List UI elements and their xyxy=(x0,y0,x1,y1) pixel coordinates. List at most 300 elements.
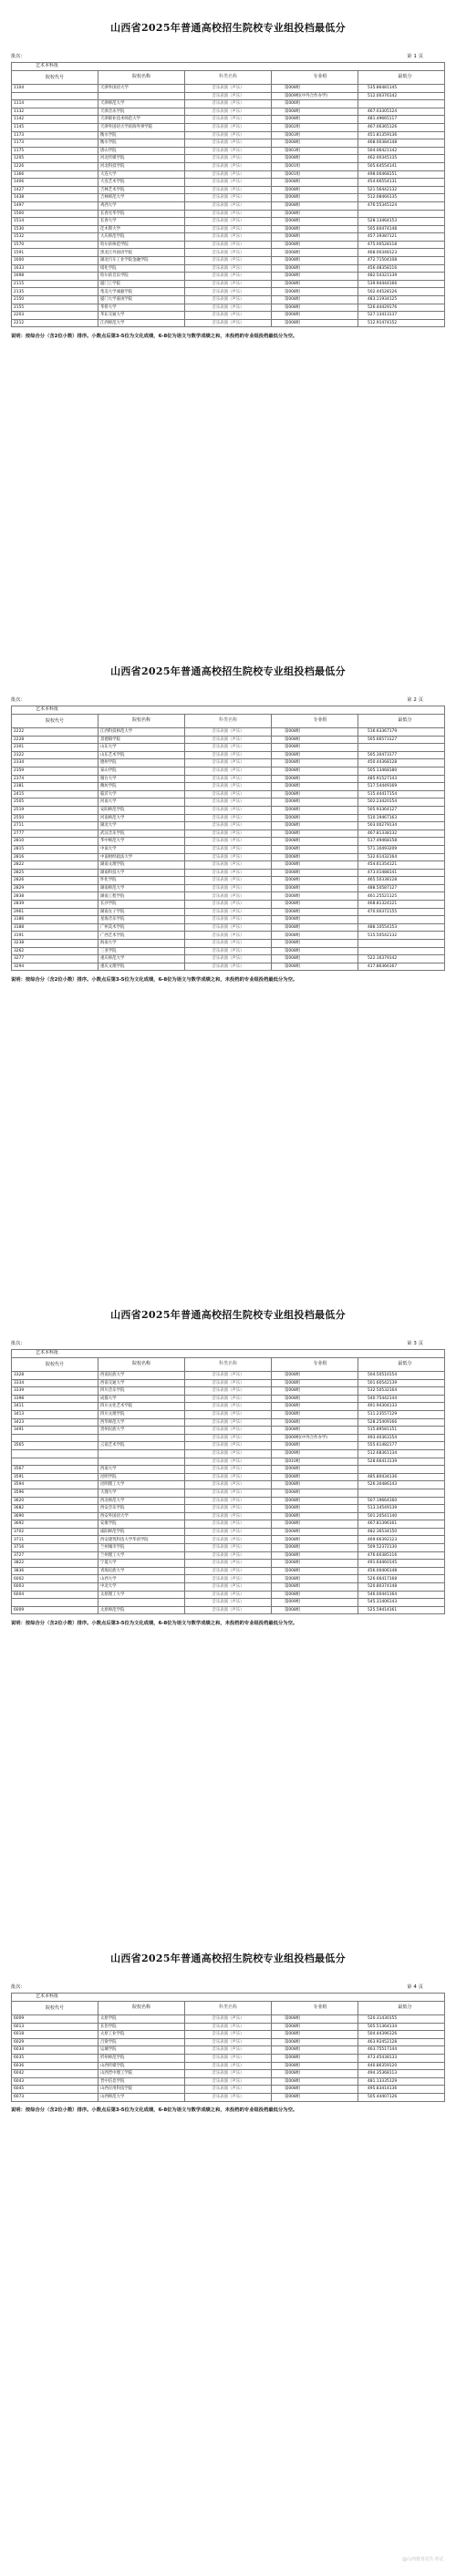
school-name: 广州美术学院 xyxy=(98,923,185,932)
score-table xyxy=(11,1993,445,2102)
subject-name: 音乐表演（声乐） xyxy=(185,241,272,249)
min-score: 525.59414161 xyxy=(358,1606,445,1614)
subject-name: 音乐表演（声乐） xyxy=(185,288,272,296)
table-row xyxy=(12,155,445,163)
school-code: 3294 xyxy=(12,963,98,971)
school-name: 山东大学 xyxy=(98,744,185,752)
subject-name: 音乐表演（声乐） xyxy=(185,822,272,830)
batch-label: 批次： xyxy=(11,1984,26,1990)
major-group: 第002组 xyxy=(272,123,358,131)
subject-name: 音乐表演（声乐） xyxy=(185,853,272,861)
school-name: 天津外国语大学 xyxy=(98,85,185,93)
major-group: 第008组 xyxy=(272,916,358,924)
min-score: 485.91527143 xyxy=(358,775,445,783)
school-name: 海南大学 xyxy=(98,940,185,948)
major-group: 第008组 xyxy=(272,194,358,202)
table-row xyxy=(12,296,445,304)
school-code: 6036 xyxy=(12,2062,98,2070)
min-score: 456.00406148 xyxy=(358,1567,445,1575)
footnote: 说明：按综合分（含2位小数）排序。小数点后第3-5位为文化成绩，6-8位为语文与数学成绩之和，未投档的专业组投档最低分为空。 xyxy=(11,2107,298,2113)
school-code: 2228 xyxy=(12,736,98,744)
major-group: 第003组 xyxy=(272,147,358,155)
school-code: 2815 xyxy=(12,845,98,853)
school-code: 2816 xyxy=(12,853,98,861)
major-group: 第008组 xyxy=(272,2070,358,2078)
subject-name: 音乐表演（声乐） xyxy=(185,170,272,179)
table-row xyxy=(12,131,445,139)
school-name: 中北大学 xyxy=(98,1583,185,1592)
min-score: 451.81359136 xyxy=(358,131,445,139)
school-name: 长春大学 xyxy=(98,218,185,226)
subject-name: 音乐表演（声乐） xyxy=(185,1528,272,1536)
school-name: 西华师范大学 xyxy=(98,1418,185,1427)
table-row xyxy=(12,2086,445,2094)
min-score: 485.80434136 xyxy=(358,1473,445,1481)
major-group: 第008组 xyxy=(272,783,358,791)
page-prefix: 第 xyxy=(407,54,412,59)
subject-name: 音乐表演（声乐） xyxy=(185,194,272,202)
subject-name: 音乐表演（声乐） xyxy=(185,736,272,744)
school-name: 贵州民族大学 xyxy=(98,1427,185,1435)
major-group: 第009组(中外合作办学) xyxy=(272,1434,358,1442)
table-row xyxy=(12,1434,445,1442)
school-code: 3594 xyxy=(12,1481,98,1489)
major-group: 第008组 xyxy=(272,201,358,210)
column-header: 院校名称 xyxy=(98,1358,185,1372)
subject-name: 音乐表演（声乐） xyxy=(185,838,272,846)
table-row xyxy=(12,1575,445,1583)
table-row xyxy=(12,1599,445,1607)
school-name: 太原学院 xyxy=(98,2015,185,2024)
table-row xyxy=(12,280,445,288)
subject-name: 音乐表演（声乐） xyxy=(185,1505,272,1513)
table-row xyxy=(12,838,445,846)
subject-name: 音乐表演（声乐） xyxy=(185,1473,272,1481)
subject-name: 音乐表演（声乐） xyxy=(185,751,272,759)
major-group: 第008组 xyxy=(272,2054,358,2062)
table-row xyxy=(12,1481,445,1489)
table-row xyxy=(12,829,445,838)
table-row xyxy=(12,884,445,892)
page-no: 1 xyxy=(413,54,417,59)
table-row xyxy=(12,1387,445,1396)
subject-name: 音乐表演（声乐） xyxy=(185,123,272,131)
min-score: 473.45438133 xyxy=(358,2054,445,2062)
min-score: 482.54321139 xyxy=(358,273,445,281)
school-code: 1132 xyxy=(12,108,98,116)
school-name: 天津音乐学院 xyxy=(98,108,185,116)
table-row xyxy=(12,822,445,830)
table-row xyxy=(12,806,445,814)
major-group: 第009组 xyxy=(272,1449,358,1458)
major-group: 第008组 xyxy=(272,775,358,783)
subject-name: 音乐表演（声乐） xyxy=(185,2077,272,2086)
school-code: 1514 xyxy=(12,218,98,226)
school-name: 哈尔滨音乐学院 xyxy=(98,273,185,281)
min-score: 510.19467163 xyxy=(358,814,445,822)
major-group: 第008组 xyxy=(272,2015,358,2024)
min-score: 505.51364134 xyxy=(358,2023,445,2031)
min-score: 516.63367179 xyxy=(358,728,445,737)
subject-name: 音乐表演（声乐） xyxy=(185,201,272,210)
school-name: 河北传媒学院 xyxy=(98,155,185,163)
score-table xyxy=(11,1349,445,1614)
subject-name: 音乐表演（声乐） xyxy=(185,790,272,799)
page-prefix: 第 xyxy=(407,1984,412,1990)
school-code xyxy=(12,92,98,100)
subject-name: 音乐表演（声乐） xyxy=(185,799,272,807)
batch-label: 批次： xyxy=(11,1341,26,1346)
major-group: 第008组 xyxy=(272,2031,358,2039)
subject-name: 音乐表演（声乐） xyxy=(185,2015,272,2024)
major-group: 第008组 xyxy=(272,2086,358,2094)
school-code: 2155 xyxy=(12,304,98,312)
school-name: 临沂大学 xyxy=(98,790,185,799)
major-group: 第009组 xyxy=(272,1599,358,1607)
column-header: 院校名称 xyxy=(98,2002,185,2015)
min-score: 491.94304133 xyxy=(358,1403,445,1411)
school-code: 6034 xyxy=(12,2046,98,2055)
table-row xyxy=(12,288,445,296)
major-group: 第008组 xyxy=(272,1403,358,1411)
subject-name: 音乐表演（声乐） xyxy=(185,759,272,768)
subject-name: 音乐表演（声乐） xyxy=(185,319,272,327)
column-header: 院校名称 xyxy=(98,715,185,728)
subject-name: 音乐表演（声乐） xyxy=(185,829,272,838)
table-row xyxy=(12,116,445,124)
subject-name: 音乐表演（声乐） xyxy=(185,85,272,93)
subject-name: 音乐表演（声乐） xyxy=(185,1575,272,1583)
major-group: 第008组 xyxy=(272,1551,358,1560)
major-group: 第008组 xyxy=(272,736,358,744)
school-code: 3716 xyxy=(12,1544,98,1552)
table-row xyxy=(12,1536,445,1544)
major-group: 第008组 xyxy=(272,179,358,187)
table-row xyxy=(12,2031,445,2039)
school-name: 重庆师范大学 xyxy=(98,955,185,963)
major-group: 第008组 xyxy=(272,1410,358,1418)
column-header: 科类名称 xyxy=(185,1358,272,1372)
school-name: 天津师范大学 xyxy=(98,100,185,108)
school-code: 1366 xyxy=(12,170,98,179)
school-code: 6009 xyxy=(12,2015,98,2024)
table-row xyxy=(12,767,445,775)
school-code: 3692 xyxy=(12,1520,98,1529)
min-score: 515.44417154 xyxy=(358,790,445,799)
subject-name: 音乐表演（声乐） xyxy=(185,845,272,853)
school-code: 2961 xyxy=(12,908,98,916)
major-group: 第008组 xyxy=(272,877,358,885)
table-row xyxy=(12,869,445,877)
school-name: 大连艺术学院 xyxy=(98,179,185,187)
school-code: 1570 xyxy=(12,241,98,249)
subject-name: 音乐表演（声乐） xyxy=(185,955,272,963)
school-name: 昆明学院 xyxy=(98,1473,185,1481)
table-row xyxy=(12,799,445,807)
table-row xyxy=(12,1473,445,1481)
school-code: 1427 xyxy=(12,186,98,194)
min-score: 454.61354121 xyxy=(358,861,445,870)
school-name xyxy=(98,1599,185,1607)
table-row xyxy=(12,304,445,312)
min-score: 532.61432164 xyxy=(358,853,445,861)
min-score: 469.66392123 xyxy=(358,1536,445,1544)
school-name: 山西师范大学 xyxy=(98,2093,185,2101)
school-name: 江西科技师范大学 xyxy=(98,728,185,737)
subject-name: 音乐表演（声乐） xyxy=(185,1583,272,1592)
subject-name: 音乐表演（声乐） xyxy=(185,116,272,124)
major-group: 第008组 xyxy=(272,210,358,218)
report-page xyxy=(0,0,456,644)
school-name: 昆明理工大学 xyxy=(98,1481,185,1489)
subject-name: 音乐表演（声乐） xyxy=(185,884,272,892)
major-group: 第008组 xyxy=(272,1560,358,1568)
subject-name: 音乐表演（声乐） xyxy=(185,249,272,257)
major-group: 第008组 xyxy=(272,947,358,955)
school-code: 3591 xyxy=(12,1473,98,1481)
school-name: 湖南文理学院 xyxy=(98,861,185,870)
school-name: 湖南女子学院 xyxy=(98,908,185,916)
major-group: 第006组 xyxy=(272,100,358,108)
school-name: 三亚学院 xyxy=(98,947,185,955)
min-score: 481.49665117 xyxy=(358,116,445,124)
school-code: 1500 xyxy=(12,210,98,218)
subject-name: 音乐表演（声乐） xyxy=(185,225,272,233)
subject-name: 音乐表演（声乐） xyxy=(185,280,272,288)
school-name: 青海民族大学 xyxy=(98,1567,185,1575)
page-suffix: 页 xyxy=(418,1341,423,1346)
score-table xyxy=(11,62,445,327)
school-code: 1175 xyxy=(12,147,98,155)
min-score: 504.50510154 xyxy=(358,1372,445,1380)
min-score: 476.55345124 xyxy=(358,201,445,210)
major-group: 第008组 xyxy=(272,264,358,273)
min-score: 475.00528118 xyxy=(358,241,445,249)
footnote: 说明：按综合分（含2位小数）排序。小数点后第3-5位为文化成绩，6-8位为语文与数学成绩之和，未投档的专业组投档最低分为空。 xyxy=(11,976,298,983)
school-code: 2825 xyxy=(12,869,98,877)
school-code: 3620 xyxy=(12,1497,98,1505)
school-name: 唐山学院 xyxy=(98,147,185,155)
school-code: 2322 xyxy=(12,751,98,759)
table-row xyxy=(12,947,445,955)
subject-name: 音乐表演（声乐） xyxy=(185,1458,272,1466)
school-name: 重庆文理学院 xyxy=(98,963,185,971)
school-name: 太原工业学院 xyxy=(98,2031,185,2039)
school-name: 四川文化艺术学院 xyxy=(98,1403,185,1411)
subject-name: 音乐表演（声乐） xyxy=(185,1551,272,1560)
school-name: 山西传媒学院 xyxy=(98,2062,185,2070)
min-score: 504.06421142 xyxy=(358,147,445,155)
school-name: 湖北大学 xyxy=(98,822,185,830)
major-group: 第008组 xyxy=(272,790,358,799)
school-name: 太原师范学院 xyxy=(98,1606,185,1614)
table-row xyxy=(12,814,445,822)
subject-name: 音乐表演（声乐） xyxy=(185,2093,272,2101)
table-row xyxy=(12,2015,445,2024)
school-code: 6035 xyxy=(12,2054,98,2062)
school-name: 吉林师范大学 xyxy=(98,194,185,202)
school-code: 3191 xyxy=(12,932,98,940)
table-row xyxy=(12,1466,445,1474)
school-name: 厦门工学院 xyxy=(98,280,185,288)
table-row xyxy=(12,170,445,179)
min-score: 454.66554131 xyxy=(358,179,445,187)
table-row xyxy=(12,1427,445,1435)
min-score: 511.23557129 xyxy=(358,1410,445,1418)
school-code: 2777 xyxy=(12,829,98,838)
major-group: 第008组 xyxy=(272,1544,358,1552)
school-code: 1205 xyxy=(12,155,98,163)
major-group: 第008组 xyxy=(272,1512,358,1520)
min-score xyxy=(358,210,445,218)
table-row xyxy=(12,201,445,210)
school-code: 3262 xyxy=(12,947,98,955)
subject-name: 音乐表演（声乐） xyxy=(185,155,272,163)
table-row xyxy=(12,728,445,737)
school-name: 鸡西大学 xyxy=(98,201,185,210)
subject-name: 音乐表演（声乐） xyxy=(185,1403,272,1411)
school-code: 3690 xyxy=(12,1512,98,1520)
min-score: 450.44368128 xyxy=(358,759,445,768)
major-group: 第008组 xyxy=(272,225,358,233)
major-group: 第008组 xyxy=(272,296,358,304)
table-row xyxy=(12,249,445,257)
table-row xyxy=(12,1567,445,1575)
min-score: 498.00468151 xyxy=(358,170,445,179)
school-name: 云南艺术学院 xyxy=(98,1442,185,1450)
table-row xyxy=(12,1520,445,1529)
school-name: 华东交通大学 xyxy=(98,312,185,320)
min-score: 502.23420154 xyxy=(358,799,445,807)
school-code: 2150 xyxy=(12,296,98,304)
min-score: 463.75517144 xyxy=(358,2046,445,2055)
major-group: 第008组 xyxy=(272,116,358,124)
min-score: 528.66413139 xyxy=(358,1458,445,1466)
major-group: 第008组 xyxy=(272,2062,358,2070)
major-group: 第008组 xyxy=(272,312,358,320)
subject-name: 音乐表演（声乐） xyxy=(185,1497,272,1505)
school-name: 佳木斯大学 xyxy=(98,225,185,233)
school-name: 天津职业技术师范大学 xyxy=(98,116,185,124)
school-name: 星海音乐学院 xyxy=(98,916,185,924)
school-name: 成都大学 xyxy=(98,1395,185,1403)
school-code: 3727 xyxy=(12,1551,98,1560)
min-score: 527.13413137 xyxy=(358,312,445,320)
table-row xyxy=(12,1449,445,1458)
min-score: 468.00384148 xyxy=(358,139,445,148)
school-code: 3711 xyxy=(12,1536,98,1544)
column-header: 院校代号 xyxy=(12,1358,98,1372)
school-code: 2829 xyxy=(12,884,98,892)
min-score: 526.30486143 xyxy=(358,1481,445,1489)
major-group: 第008组 xyxy=(272,288,358,296)
footnote: 说明：按综合分（含2位小数）排序。小数点后第3-5位为文化成绩，6-8位为语文与数学成绩之和，未投档的专业组投档最低分为空。 xyxy=(11,333,298,339)
table-row xyxy=(12,932,445,940)
school-code: 3186 xyxy=(12,916,98,924)
table-row xyxy=(12,194,445,202)
min-score: 505.13468180 xyxy=(358,767,445,775)
column-header: 院校代号 xyxy=(12,71,98,85)
major-group: 第008组 xyxy=(272,85,358,93)
min-score: 502.44528126 xyxy=(358,288,445,296)
min-score: 491.64460145 xyxy=(358,1560,445,1568)
subject-name: 音乐表演（声乐） xyxy=(185,861,272,870)
major-group: 第008组 xyxy=(272,2023,358,2031)
table-row xyxy=(12,2038,445,2046)
min-score: 509.52372130 xyxy=(358,1544,445,1552)
min-score: 520.80374148 xyxy=(358,1583,445,1592)
table-row xyxy=(12,759,445,768)
school-code: 3567 xyxy=(12,1466,98,1474)
min-score: 512.08466135 xyxy=(358,194,445,202)
school-name: 山西大学 xyxy=(98,1575,185,1583)
school-name: 西南交通大学 xyxy=(98,1379,185,1387)
major-group: 第008组 xyxy=(272,869,358,877)
major-group: 第008组 xyxy=(272,955,358,963)
school-name: 黑龙江外国语学院 xyxy=(98,249,185,257)
page-no: 3 xyxy=(413,1341,417,1346)
batch-line xyxy=(11,1340,445,1349)
subject-name: 音乐表演（声乐） xyxy=(185,947,272,955)
min-score: 546.00441164 xyxy=(358,1591,445,1599)
major-group: 第008组 xyxy=(272,1379,358,1387)
report-page xyxy=(0,1931,456,2574)
major-group: 第008组 xyxy=(272,884,358,892)
school-code: 6043 xyxy=(12,2077,98,2086)
column-header: 专业组 xyxy=(272,2002,358,2015)
school-code: 3596 xyxy=(12,1489,98,1497)
school-name xyxy=(98,1449,185,1458)
major-group: 第008组 xyxy=(272,2046,358,2055)
min-score: 526.66417168 xyxy=(358,1575,445,1583)
school-code: 3328 xyxy=(12,1372,98,1380)
table-row xyxy=(12,940,445,948)
school-code: 2838 xyxy=(12,892,98,901)
major-group: 第008组 xyxy=(272,186,358,194)
table-row xyxy=(12,319,445,327)
school-code: 6073 xyxy=(12,2093,98,2101)
school-code: 1145 xyxy=(12,123,98,131)
major-group: 第008组 xyxy=(272,1473,358,1481)
major-group: 第008组 xyxy=(272,304,358,312)
school-code: 3188 xyxy=(12,923,98,932)
page-title: 山西省2025年普通高校招生院校专业组投档最低分 xyxy=(110,665,346,677)
school-name: 德州学院 xyxy=(98,759,185,768)
school-code: 6042 xyxy=(12,2070,98,2078)
table-row xyxy=(12,1497,445,1505)
batch-line xyxy=(11,1984,445,1993)
school-code: 1173 xyxy=(12,139,98,148)
major-group: 第008组 xyxy=(272,218,358,226)
major-group: 第008组 xyxy=(272,1536,358,1544)
major-group: 第008组 xyxy=(272,1442,358,1450)
major-group: 第008组 xyxy=(272,319,358,327)
table-row xyxy=(12,233,445,242)
subject-name: 音乐表演（声乐） xyxy=(185,901,272,909)
table-row xyxy=(12,257,445,265)
major-group: 第008组 xyxy=(272,108,358,116)
min-score: 501.60542139 xyxy=(358,1379,445,1387)
major-group: 第008组 xyxy=(272,838,358,846)
category-label: 艺术本科批 xyxy=(12,1350,445,1358)
school-name: 山西应用科技学院 xyxy=(98,2086,185,2094)
major-group: 第008组 xyxy=(272,280,358,288)
category-label: 艺术本科批 xyxy=(12,706,445,715)
table-row xyxy=(12,853,445,861)
subject-name: 音乐表演（声乐） xyxy=(185,1536,272,1544)
min-score: 465.50338128 xyxy=(358,877,445,885)
major-group: 第008组 xyxy=(272,806,358,814)
